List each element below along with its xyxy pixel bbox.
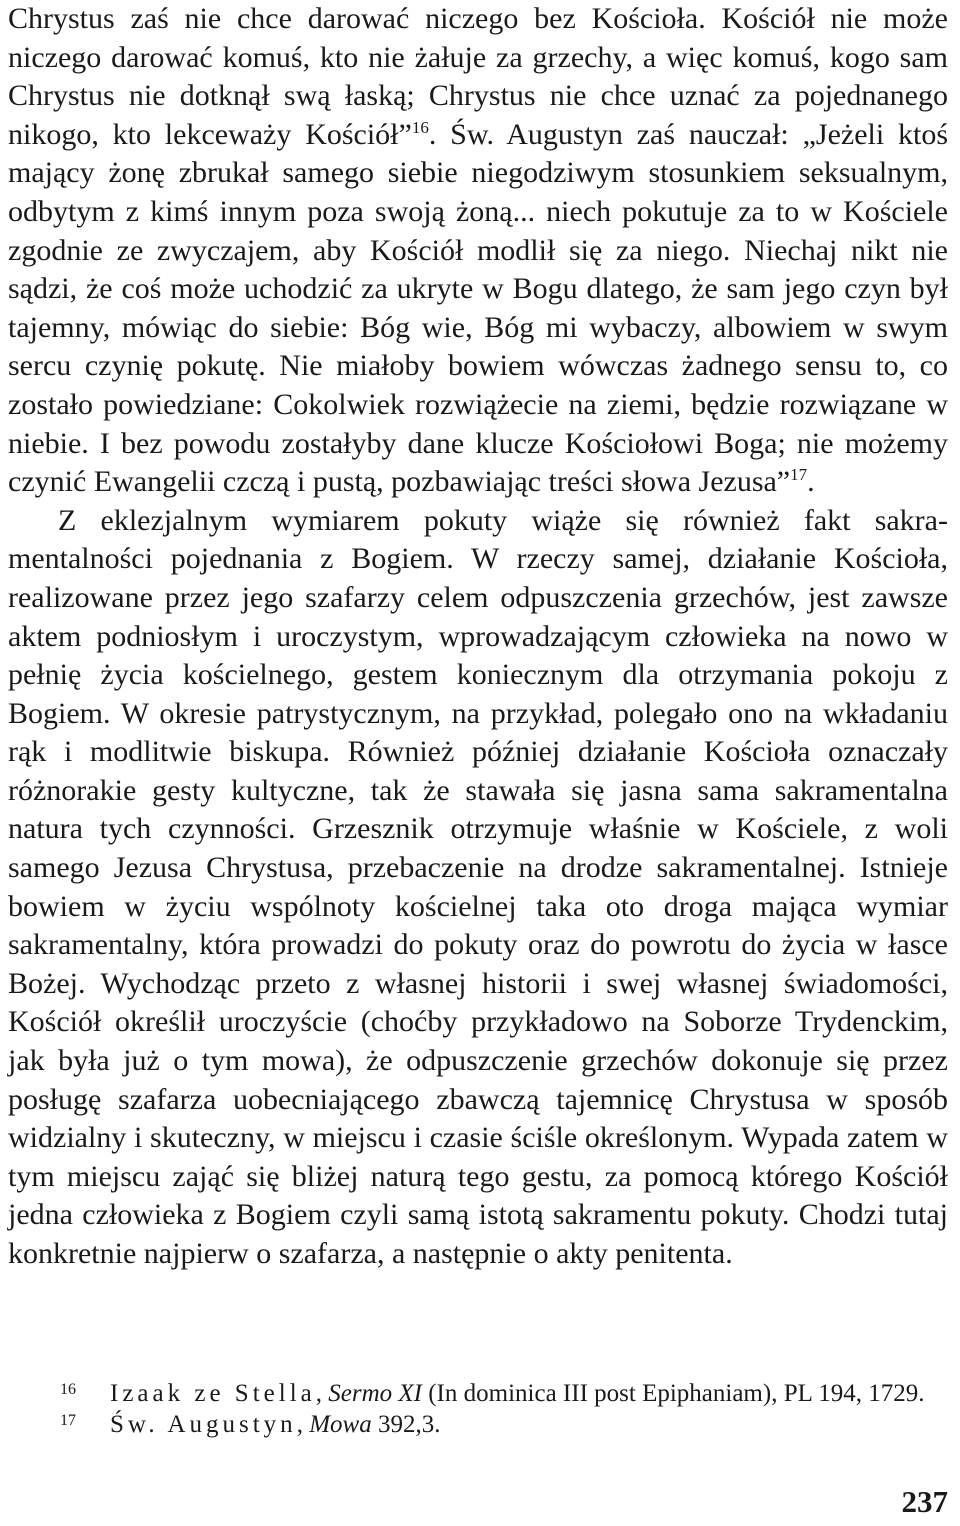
footnote-reference: (In dominica III post Epiphaniam), PL 194, 1729. — [421, 1380, 925, 1407]
main-text — [8, 0, 948, 1274]
paragraph-1-text-b: . Św. Augustyn zaś nauczał: „Jeżeli ktoś mający żonę zbrukał samego siebie niegodziwym stosunkiem seksualnym, odbytym z kimś innym poza swoją żoną... niech pokutuje za to w Kościele zgodnie ze zwyczajem, aby Kościół modlił się za niego. Niechaj nikt nie sądzi, że coś może uchodzić za ukryte w Bogu dlatego, że sam jego czyn był tajemny, mówiąc do siebie: Bóg wie, Bóg mi wybaczy, albowiem w swym sercu czynię pokutę. Nie miałoby bowiem wówczas żadnego sensu to, co zostało powiedziane: Cokolwiek rozwiążecie na ziemi, będzie rozwiązane w niebie. I bez powodu zostałyby dane klucze Kościołowi Boga; nie możemy czynić Ewangelii czczą i pustą, pozbawiając treści słowa Jezusa” — [8, 117, 949, 499]
footnote-number: 17 — [60, 1412, 76, 1429]
footnote-author: Św. Augustyn — [110, 1411, 297, 1438]
footnote-work-title: Sermo XI — [328, 1380, 422, 1407]
footnote-author: Izaak ze Stella — [110, 1380, 316, 1407]
footnote-ref-16[interactable]: 16 — [411, 117, 429, 137]
paragraph-1 — [8, 0, 948, 502]
paragraph-1-text-c: . — [807, 465, 815, 499]
paragraph-2: Z eklezjalnym wymiarem pokuty wiąże się również fakt sakramentalności pojednania z Bogiem. W rzeczy samej, działanie Kościoła, realizowane przez jego szafarzy celem odpuszczenia grzechów, jest zawsze aktem podniosłym i uroczystym, wprowadzającym człowieka na nowo w pełnię życia kościelnego, gestem koniecznym dla otrzymania pokoju z Bogiem. W okresie patrystycznym, na przykład, polegało ono na wkładaniu rąk i modlitwie biskupa. Również później działanie Kościoła oznaczały różnorakie gesty kultyczne, tak że stawała się jasna sama sakramentalna natura tych czynności. Grzesznik otrzymuje właśnie w Kościele, z woli samego Jezusa Chrystusa, przebaczenie na drodze sakramentalnej. Istnieje bowiem w życiu wspólnoty kościelnej taka oto droga mająca wymiar sakramentalny, która prowadzi do pokuty oraz do powrotu do życia w łasce Bożej. Wychodząc przeto z własnej historii i swej własnej świadomości, Kościół określił uroczyście (choćby przykładowo na Soborze Trydenckim, jak była już o tym mowa), że odpuszczenie grzechów dokonuje się przez posługę szafarza uobecniającego zbawczą tajemnicę Chrystusa w sposób widzialny i skuteczny, w miejscu i czasie ściśle określonym. Wypada zatem w tym miejscu zająć się bliżej naturą tego gestu, za pomocą którego Kościół jedna człowieka z Bogiem czyli samą istotą sakramentu pokuty. Chodzi tutaj konkretnie najpierw o szafarza, a następnie o akty penitenta. — [8, 503, 948, 1270]
footnote-number: 16 — [60, 1381, 76, 1398]
footnote-work-title: Mowa — [309, 1411, 372, 1438]
footnote-separator: , — [296, 1411, 310, 1438]
footnote-reference: 392,3. — [371, 1411, 441, 1438]
footnote-17 — [60, 1409, 960, 1440]
footnote-separator: , — [315, 1380, 329, 1407]
footnote-ref-17[interactable]: 17 — [790, 465, 808, 485]
footnote-16 — [60, 1378, 960, 1409]
paragraph-1-text-a: Chrystus zaś nie chce darować niczego bez Kościoła. Kościół nie może niczego darować komuś, kto nie żałuje za grzechy, a więc komuś, kogo sam Chrystus nie dotknął swą łaską; Chrystus nie chce uznać za pojednanego nikogo, kto lekceważy Kościół” — [8, 2, 948, 151]
page-number: 237 — [901, 1484, 948, 1519]
footnotes — [60, 1378, 960, 1440]
